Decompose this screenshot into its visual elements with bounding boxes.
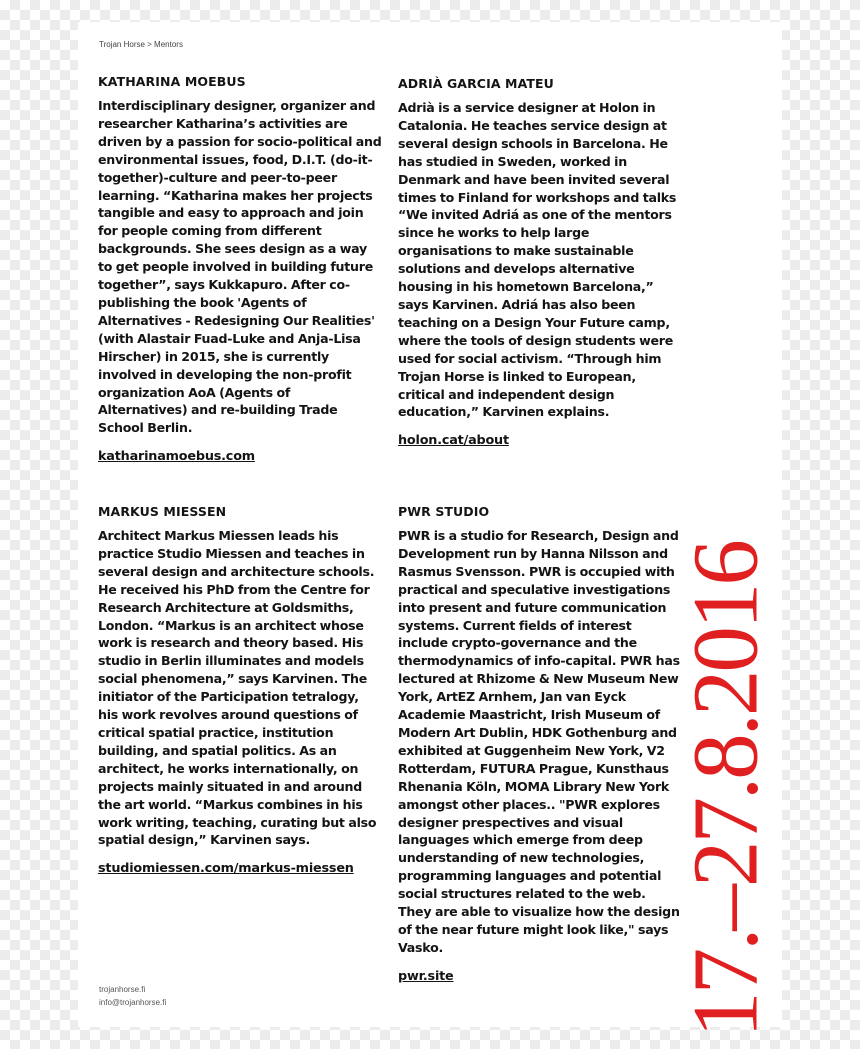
mentor-adria-garcia-mateu [398, 76, 682, 448]
mentor-link[interactable]: pwr.site [398, 968, 454, 984]
mentor-pwr-studio [398, 504, 682, 984]
mentor-bio: PWR is a studio for Research, Design and Development run by Hanna Nilsson and Rasmus Svensson. PWR is occupied with practical and speculative investigations into present and future communication systems. Current fields of interest include crypto-governance and the thermodynamics of info-capital. PWR has lectured at Rhizome & New Museum New York, ArtEZ Arnhem, Jan van Eyck Academie Maastricht, Irish Museum of Modern Art Dublin, HDK Gothenburg and exhibited at Guggenheim New York, V2 Rotterdam, FUTURA Prague, Kunsthaus Rhenania Köln, MOMA Library New York amongst other places.. "PWR explores designer prespectives and visual languages which emerge from deep understanding of new technologies, programming languages and potential social structures related to the web. They are able to visualize how the design of the near future might look like," says Vasko. [398, 528, 680, 955]
mentor-name: PWR STUDIO [398, 504, 490, 519]
mentor-bio: Interdisciplinary designer, organizer and researcher Katharina’s activities are driven by a passion for socio-political and environmental issues, food, D.I.T. (do-it-together)-culture and peer-to-peer learning. “Katharina makes her projects tangible and easy to approach and join for people coming from different backgrounds. She sees design as a way to get people involved in building future together”, says Kukkapuro. After co-publishing the book 'Agents of Alternatives - Redesigning Our Realities' (with Alastair Fuad-Luke and Anja-Lisa Hirscher) in 2015, she is currently involved in developing the non-profit organization AoA (Agents of Alternatives) and re-building Trade School Berlin. [98, 98, 382, 436]
mentor-bio: Architect Markus Miessen leads his practice Studio Miessen and teaches in several design and architecture schools. He received his PhD from the Centre for Research Architecture at Goldsmiths, London. “Markus is an architect whose work is research and theory based. His studio in Berlin illuminates and models social phenomena,” says Karvinen. The initiator of the Participation tetralogy, his work revolves around questions of critical spatial practice, institution building, and spatial politics. As an architect, he works internationally, on projects mainly situated in and around the art world. “Markus combines in his work writing, teaching, curating but also spatial design,” Karvinen says. [98, 528, 377, 848]
event-date: 17.–27.8.2016 [674, 542, 778, 1038]
mentor-name: KATHARINA MOEBUS [98, 74, 246, 89]
mentor-link[interactable]: studiomiessen.com/markus-miessen [98, 861, 354, 877]
mentor-name: ADRIÀ GARCIA MATEU [398, 76, 554, 91]
footer [99, 983, 166, 1009]
footer-email[interactable]: info@trojanhorse.fi [99, 998, 167, 1007]
mentor-link[interactable]: katharinamoebus.com [98, 449, 255, 465]
mentor-bio: Adrià is a service designer at Holon in Catalonia. He teaches service design at several design schools in Barcelona. He has studied in Sweden, worked in Denmark and have been invited several times to Finland for workshops and talks “We invited Adriá as one of the mentors since he works to help large organisations to make sustainable solutions and develops alternative housing in his hometown Barcelona,” says Karvinen. Adriá has also been teaching on a Design Your Future camp, where the tools of design students were used for social activism. “Through him Trojan Horse is linked to European, critical and independent design education,” Karvinen explains. [398, 100, 677, 420]
mentor-name: MARKUS MIESSEN [98, 504, 227, 519]
breadcrumb: Trojan Horse > Mentors [99, 40, 183, 49]
mentor-katharina-moebus [98, 74, 382, 464]
footer-website[interactable]: trojanhorse.fi [99, 985, 146, 994]
mentor-link[interactable]: holon.cat/about [398, 433, 509, 449]
mentor-markus-miessen [98, 504, 382, 876]
event-date-container [674, 542, 778, 1038]
